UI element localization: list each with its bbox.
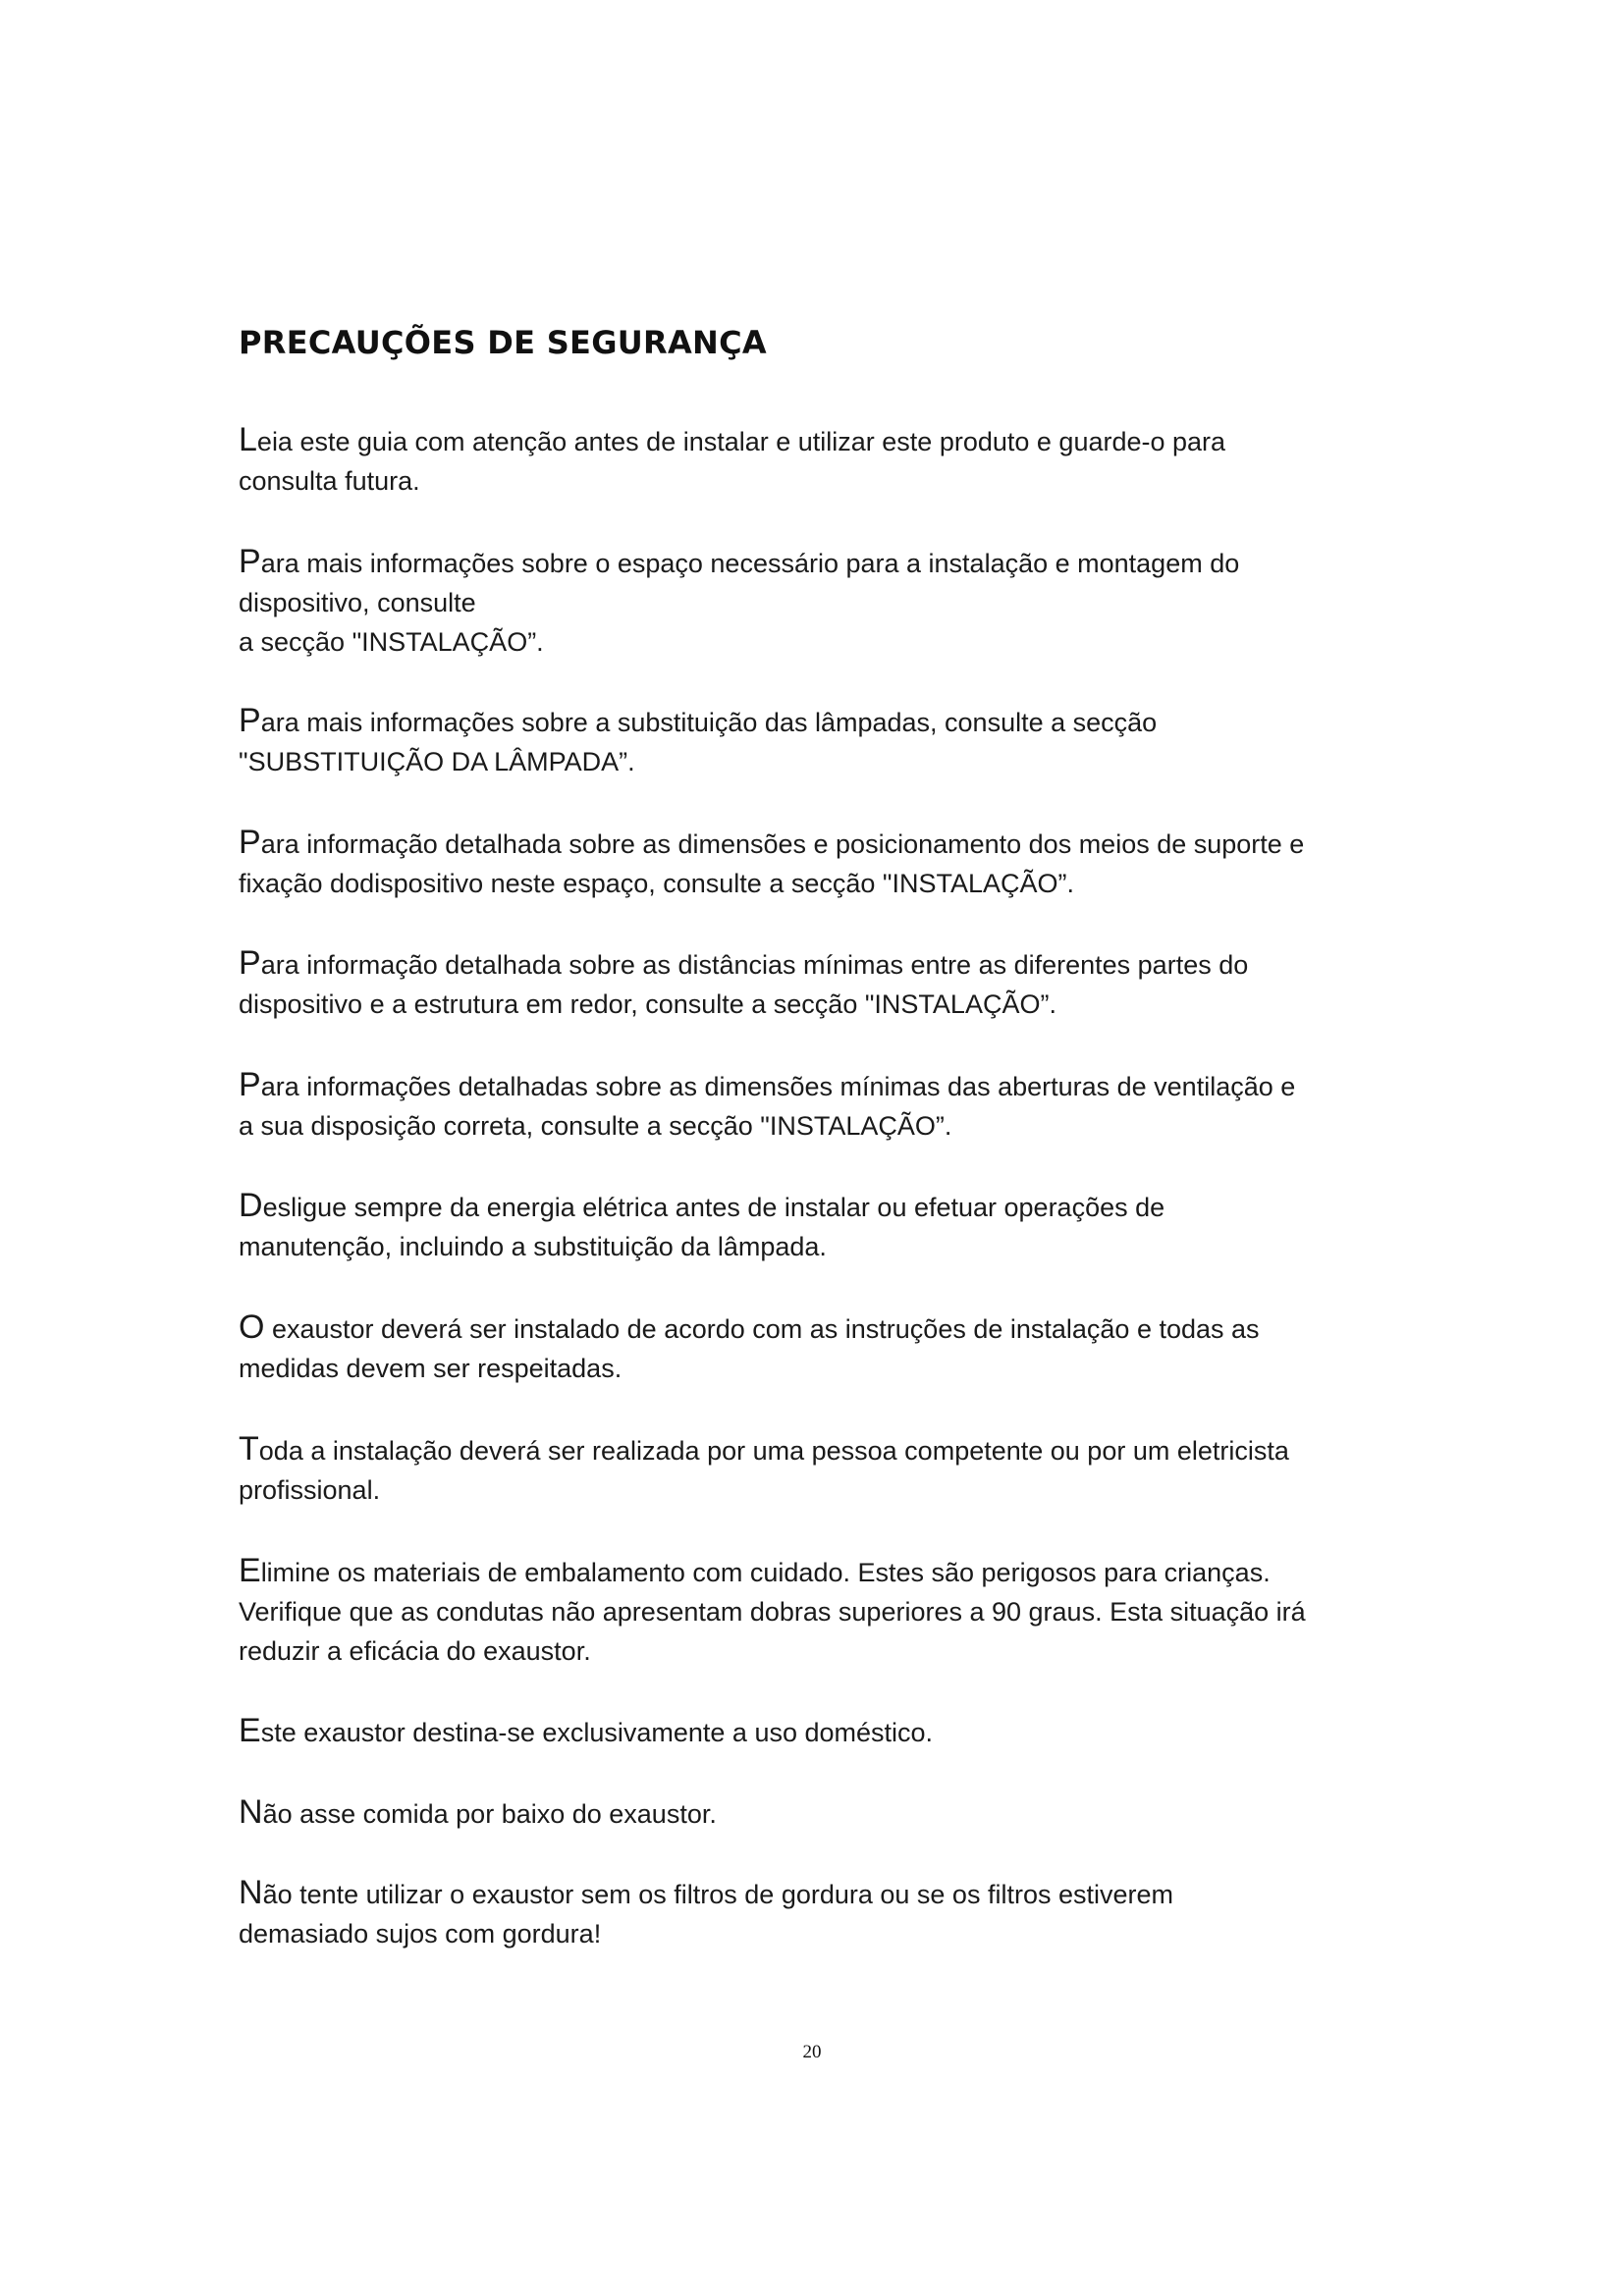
paragraph-line: fixação dodispositivo neste espaço, consulte a secção "INSTALAÇÃO”.	[239, 869, 1075, 898]
paragraph-line: Para mais informações sobre o espaço necessário para a instalação e montagem do	[239, 543, 1240, 580]
paragraph-no-roasting	[239, 1792, 1397, 1834]
paragraph-domestic-use	[239, 1711, 1397, 1752]
paragraph-line: Verifique que as condutas não apresentam dobras superiores a 90 graus. Esta situação irá	[239, 1597, 1306, 1627]
paragraph-line: Leia este guia com atenção antes de instalar e utilizar este produto e guarde-o para	[239, 421, 1226, 458]
drop-initial: P	[239, 944, 261, 982]
drop-initial: N	[239, 1874, 263, 1911]
paragraph-line: a sua disposição correta, consulte a secção "INSTALAÇÃO”.	[239, 1111, 952, 1141]
paragraph-line: Toda a instalação deverá ser realizada por uma pessoa competente ou por um eletricista	[239, 1430, 1289, 1468]
paragraph-line: reduzir a eficácia do exaustor.	[239, 1636, 591, 1666]
paragraph-lamp-replacement	[239, 701, 1397, 781]
drop-initial: N	[239, 1793, 263, 1831]
paragraph-line: demasiado sujos com gordura!	[239, 1919, 602, 1949]
drop-initial: E	[239, 1712, 261, 1749]
paragraph-line: Desligue sempre da energia elétrica antes de instalar ou efetuar operações de	[239, 1187, 1165, 1224]
paragraph-line: "SUBSTITUIÇÃO DA LÂMPADA”.	[239, 747, 635, 776]
paragraph-line: O exaustor deverá ser instalado de acordo com as instruções de instalação e todas as	[239, 1308, 1260, 1346]
paragraph-line: Este exaustor destina-se exclusivamente a uso doméstico.	[239, 1712, 934, 1749]
paragraph-read-guide	[239, 420, 1397, 501]
paragraph-line: dispositivo, consulte	[239, 588, 476, 617]
paragraph-line: profissional.	[239, 1475, 381, 1505]
paragraph-line: Não asse comida por baixo do exaustor.	[239, 1793, 717, 1831]
paragraph-packaging-disposal	[239, 1551, 1397, 1671]
drop-initial: P	[239, 824, 261, 861]
paragraph-line: Elimine os materiais de embalamento com cuidado. Estes são perigosos para crianças.	[239, 1552, 1271, 1589]
paragraph-line: Para informação detalhada sobre as distâncias mínimas entre as diferentes partes do	[239, 944, 1249, 982]
paragraph-minimum-distances	[239, 943, 1397, 1024]
drop-initial: E	[239, 1552, 261, 1589]
paragraph-installation-space	[239, 542, 1397, 662]
paragraph-support-dimensions	[239, 823, 1397, 903]
paragraph-line: Para informações detalhadas sobre as dimensões mínimas das aberturas de ventilação e	[239, 1066, 1296, 1103]
paragraph-line: Não tente utilizar o exaustor sem os filtros de gordura ou se os filtros estiverem	[239, 1874, 1173, 1911]
paragraph-competent-person	[239, 1429, 1397, 1510]
page-title: PRECAUÇÕES DE SEGURANÇA	[239, 324, 767, 361]
drop-initial: L	[239, 421, 257, 458]
paragraph-line: Para mais informações sobre a substituição das lâmpadas, consulte a secção	[239, 702, 1158, 739]
paragraph-line: manutenção, incluindo a substituição da lâmpada.	[239, 1232, 827, 1261]
paragraph-line: Para informação detalhada sobre as dimensões e posicionamento dos meios de suporte e	[239, 824, 1305, 861]
paragraph-grease-filters	[239, 1873, 1397, 1953]
paragraph-line: dispositivo e a estrutura em redor, consulte a secção "INSTALAÇÃO”.	[239, 989, 1056, 1019]
drop-initial: O	[239, 1308, 265, 1346]
drop-initial: P	[239, 543, 261, 580]
paragraph-line: consulta futura.	[239, 466, 420, 496]
paragraph-ventilation-openings	[239, 1065, 1397, 1146]
paragraph-disconnect-power	[239, 1186, 1397, 1266]
drop-initial: D	[239, 1187, 263, 1224]
drop-initial: P	[239, 1066, 261, 1103]
paragraph-line: a secção "INSTALAÇÃO”.	[239, 627, 544, 657]
page-number: 20	[802, 2042, 822, 2062]
paragraph-install-instructions	[239, 1308, 1397, 1388]
drop-initial: P	[239, 702, 261, 739]
paragraph-line: medidas devem ser respeitadas.	[239, 1354, 623, 1383]
drop-initial: T	[239, 1430, 259, 1468]
